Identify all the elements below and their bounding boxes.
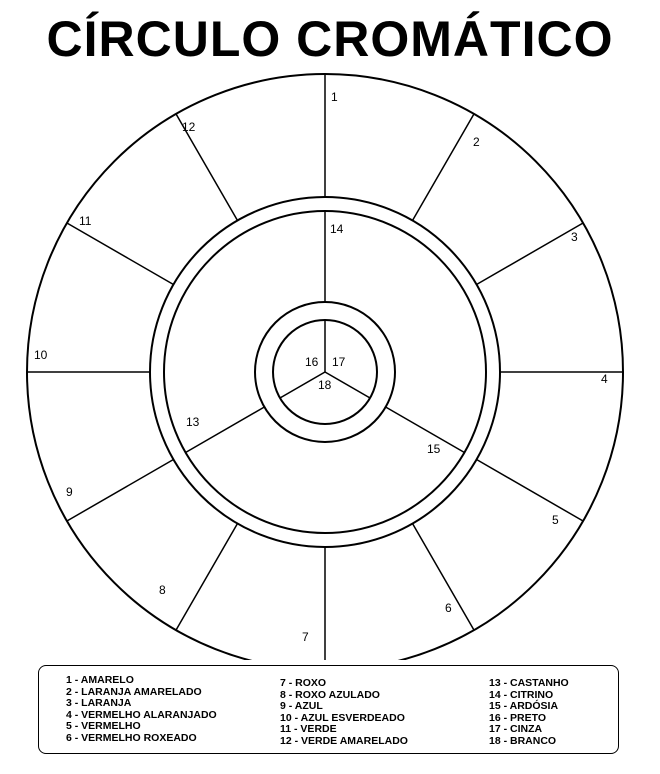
legend-item: 3 - LARANJA (66, 697, 132, 710)
outer-ring-divider (67, 460, 174, 522)
legend-column-3 (489, 678, 569, 748)
middle-ring-divider (386, 407, 465, 453)
outer-ring-divider (477, 223, 584, 285)
legend-item: 18 - BRANCO (489, 734, 557, 747)
segment-number-label: 4 (601, 372, 608, 386)
legend-item: 14 - CITRINO (489, 688, 554, 701)
outer-ring-divider (477, 460, 584, 522)
segment-number-label: 17 (332, 355, 346, 369)
legend-column-2 (280, 678, 408, 748)
inner-circle-divider (325, 372, 370, 398)
segment-number-label: 3 (571, 230, 578, 244)
legend-item: 7 - ROXO (280, 677, 327, 689)
outer-ring-divider (413, 114, 475, 221)
legend-column-1 (66, 675, 217, 745)
segment-number-label: 14 (330, 222, 344, 236)
segment-number-label: 9 (66, 485, 73, 499)
legend-item: 17 - CINZA (489, 723, 543, 736)
segment-number-label: 10 (34, 348, 48, 362)
segment-number-label: 11 (79, 214, 92, 228)
legend-item: 16 - PRETO (489, 711, 546, 724)
segment-number-label: 12 (182, 120, 196, 134)
legend-item: 11 - VERDE (280, 723, 337, 736)
segment-number-label: 5 (552, 513, 559, 527)
segment-number-label: 15 (427, 442, 441, 456)
segment-number-label: 8 (159, 583, 166, 597)
segment-number-label: 16 (305, 355, 319, 369)
segment-number-label: 6 (445, 601, 452, 615)
legend-item: 4 - VERMELHO ALARANJADO (66, 708, 217, 721)
legend-item: 8 - ROXO AZULADO (280, 688, 380, 701)
legend-item: 9 - AZUL (280, 700, 323, 713)
legend-item: 2 - LARANJA AMARELADO (66, 685, 202, 698)
legend-item: 1 - AMARELO (66, 674, 134, 686)
page-title: CÍRCULO CROMÁTICO (46, 11, 614, 67)
legend-item: 6 - VERMELHO ROXEADO (66, 731, 197, 744)
legend-item: 12 - VERDE AMARELADO (280, 734, 408, 747)
middle-ring-divider (186, 407, 265, 453)
legend-item: 13 - CASTANHO (489, 677, 569, 689)
legend-box (38, 665, 619, 754)
legend-item: 5 - VERMELHO (66, 720, 141, 733)
legend-item: 10 - AZUL ESVERDEADO (280, 711, 405, 724)
segment-number-label: 13 (186, 415, 200, 429)
outer-ring-divider (176, 524, 238, 631)
segment-number-label: 18 (318, 378, 332, 392)
segment-number-label: 2 (473, 135, 480, 149)
segment-number-label: 7 (302, 630, 309, 644)
legend-item: 15 - ARDÓSIA (489, 700, 559, 713)
outer-ring-divider (67, 223, 174, 285)
segment-number-label: 1 (331, 90, 338, 104)
outer-ring-divider (413, 524, 475, 631)
